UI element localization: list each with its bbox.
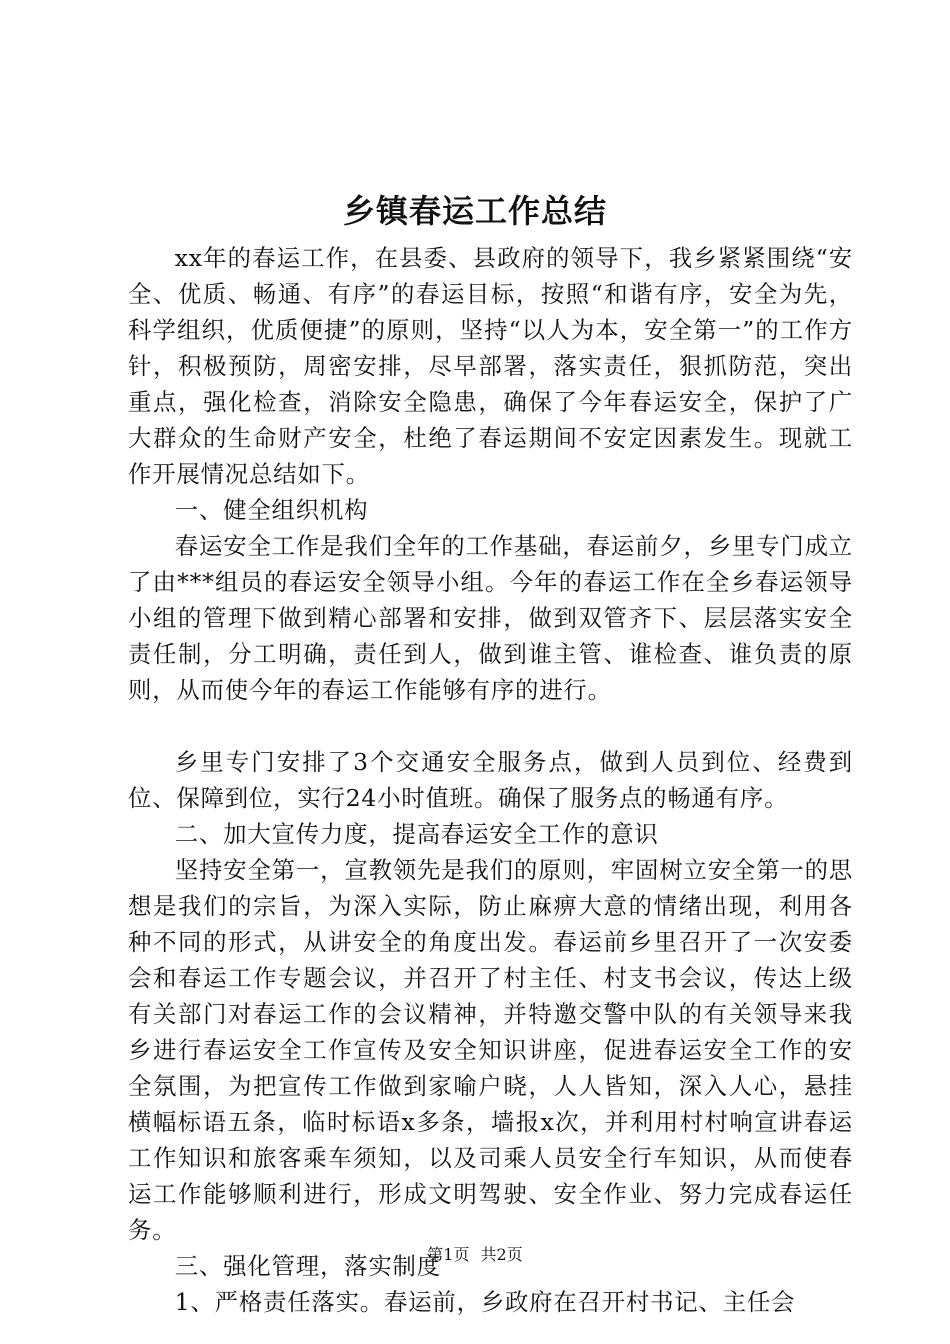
intro-paragraph: xx年的春运工作，在县委、县政府的领导下，我乡紧紧围绕“安全、优质、畅通、有序”的春运目标，按照“和谐有序，安全为先，科学组织，优质便捷”的原则，坚持“以人为本，安全第一”的工作方针，积极预防，周密安排，尽早部署，落实责任，狠抓防范，突出重点，强化检查，消除安全隐患，确保了今年春运安全，保护了广大群众的生命财产安全，杜绝了春运期间不安定因素发生。现就工作开展情况总结如下。 bbox=[128, 244, 853, 488]
document-title: 乡镇春运工作总结 bbox=[342, 192, 607, 230]
document-body bbox=[128, 240, 853, 1320]
section-heading-1: 一、健全组织机构 bbox=[174, 496, 369, 524]
body-paragraph: 乡里专门安排了3个交通安全服务点，做到人员到位、经费到位、保障到位，实行24小时值班。确保了服务点的畅通有序。 bbox=[128, 748, 853, 812]
body-paragraph: 春运安全工作是我们全年的工作基础，春运前夕，乡里专门成立了由***组员的春运安全领导小组。今年的春运工作在全乡春运领导小组的管理下做到精心部署和安排，做到双管齐下、层层落实安全责任制，分工明确，责任到人，做到谁主管、谁检查、谁负责的原则，从而使今年的春运工作能够有序的进行。 bbox=[128, 532, 853, 704]
section-heading-3: 三、强化管理，落实制度 bbox=[174, 1252, 441, 1280]
body-paragraph: 坚持安全第一，宣教领先是我们的原则，牢固树立安全第一的思想是我们的宗旨，为深入实际，防止麻痹大意的情绪出现，利用各种不同的形式，从讲安全的角度出发。春运前乡里召开了一次安委会和春运工作专题会议，并召开了村主任、村支书会议，传达上级有关部门对春运工作的会议精神，并特邀交警中队的有关领导来我乡进行春运安全工作宣传及安全知识讲座，促进春运安全工作的安全氛围，为把宣传工作做到家喻户晓，人人皆知，深入人心，悬挂横幅标语五条，临时标语x多条，墙报x次，并利用村村响宣讲春运工作知识和旅客乘车须知，以及司乘人员安全行车知识，从而使春运工作能够顺利进行，形成文明驾驶、安全作业、努力完成春运任务。 bbox=[128, 856, 853, 1244]
page-footer bbox=[0, 1242, 950, 1265]
body-paragraph: 1、严格责任落实。春运前，乡政府在召开村书记、主任会 bbox=[174, 1288, 796, 1316]
section-heading-2: 二、加大宣传力度，提高春运安全工作的意识 bbox=[174, 820, 659, 848]
page-total: 共2页 bbox=[480, 1245, 523, 1264]
page-number: 第1页 bbox=[427, 1245, 470, 1264]
